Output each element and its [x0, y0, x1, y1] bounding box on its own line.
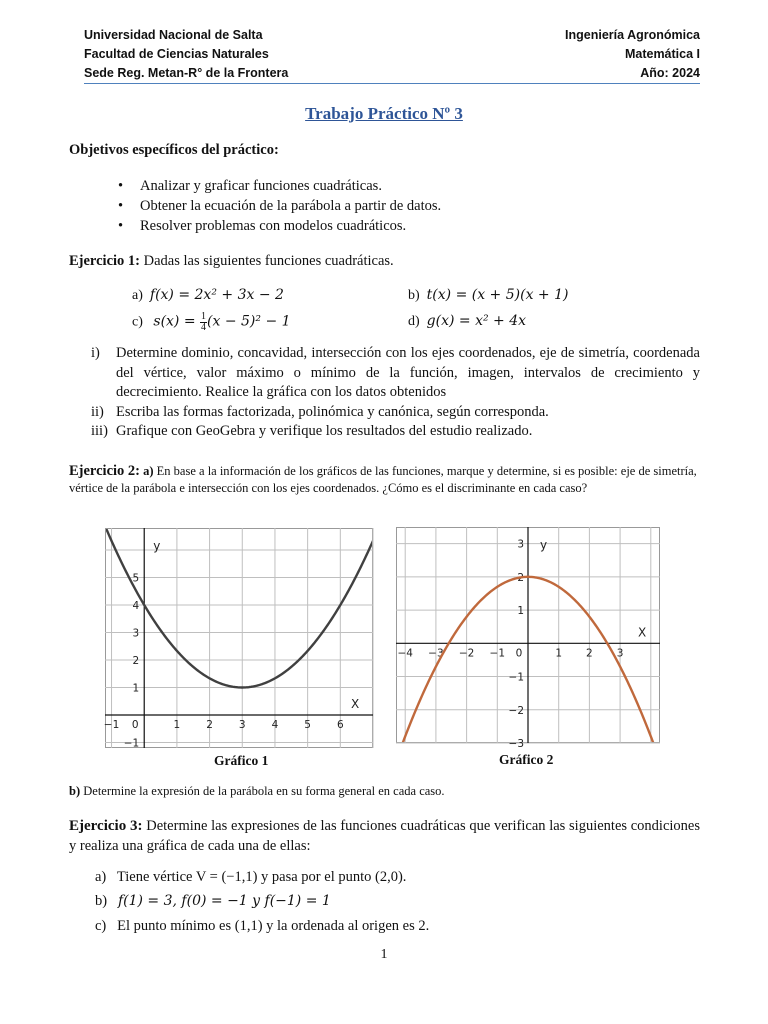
graph-2-label: Gráfico 2: [499, 752, 554, 767]
x-tick-label: 4: [271, 719, 279, 731]
y-tick-label: 2: [132, 655, 140, 667]
exercise-2-label: Ejercicio 2:: [69, 463, 140, 479]
y-axis-label: y: [153, 539, 161, 553]
function-d: d) g(x) = x² + 4x: [408, 313, 527, 329]
y-tick-label: −1: [123, 737, 140, 750]
function-a: a) f(x) = 2x² + 3x − 2: [132, 287, 284, 303]
subject-name: Matemática I: [624, 47, 700, 61]
exercise-3-text: Determine las expresiones de las funciones cuadráticas que verifican las siguientes condiciones y realiza una gráfica de cada una de ellas:: [69, 818, 700, 854]
campus-name: Sede Reg. Metan-R° de la Frontera: [84, 66, 289, 80]
x-axis-label: X: [351, 697, 360, 711]
x-tick-label: 5: [304, 719, 311, 731]
x-tick-label: −2: [458, 647, 475, 660]
x-tick-label: −1: [103, 719, 120, 731]
x-tick-label: −3: [428, 647, 444, 660]
exercise-2-part-b: b) Determine la expresión de la parábola en su forma general en cada caso.: [69, 784, 445, 798]
y-tick-label: 4: [132, 600, 140, 612]
function-c: c) s(x) = $\frac{1}{4}$ (x − 5)² − 1: [132, 311, 291, 333]
document-header: [84, 26, 700, 83]
x-tick-label: −1: [489, 647, 506, 660]
objective-item: • Analizar y graficar funciones cuadráticas.: [118, 176, 441, 196]
condition-item: a) Tiene vértice V = (−1,1) y pasa por el punto (2,0).: [95, 869, 407, 885]
part-a-label: a): [143, 464, 154, 478]
task-item: ii) Escriba las formas factorizada, polinómica y canónica, según corresponda.: [91, 403, 549, 420]
y-tick-label: 1: [132, 682, 140, 695]
page-number: 1: [380, 947, 388, 962]
y-tick-label: −1: [508, 671, 524, 684]
function-b: b) t(x) = (x + 5)(x + 1): [408, 287, 569, 303]
objective-item: • Obtener la ecuación de la parábola a partir de datos.: [118, 196, 441, 216]
x-tick-label: 0: [131, 719, 139, 731]
y-tick-label: −3: [508, 738, 524, 750]
year-label: Año: 2024: [640, 66, 700, 80]
exercise-1-tasks: [91, 344, 700, 442]
fraction: $\frac{1}{4}$: [201, 311, 207, 333]
y-axis-label: y: [540, 538, 548, 552]
y-tick-label: 3: [517, 538, 524, 551]
exercise-2-text: En base a la información de los gráficos de las funciones, marque y determine, si es posible: eje de simetría, vértice de la parábola e intersección con los ejes coordenados. ¿Cómo es el discriminante en cada caso?: [69, 464, 697, 495]
graph-2: [396, 527, 660, 750]
exercise-3-label: Ejercicio 3:: [69, 818, 143, 834]
x-tick-label: 3: [238, 719, 246, 731]
x-tick-label: 0: [515, 647, 523, 660]
exercise-1-text: Dadas las siguientes funciones cuadráticas.: [140, 253, 394, 269]
y-tick-label: 3: [132, 627, 140, 640]
x-tick-label: 2: [586, 647, 593, 660]
x-tick-label: 1: [173, 719, 181, 731]
faculty-name: Facultad de Ciencias Naturales: [84, 47, 269, 61]
x-tick-label: 2: [206, 719, 213, 731]
y-tick-label: −2: [508, 704, 524, 717]
career-name: Ingeniería Agronómica: [565, 28, 700, 42]
x-tick-label: 1: [555, 647, 563, 660]
condition-item: c) El punto mínimo es (1,1) y la ordenada al origen es 2.: [95, 918, 430, 934]
task-item: i) Determine dominio, concavidad, intersección con los ejes coordenados, eje de simetría, coordenada del vértice, valor máximo o mínimo de la función, imagen, intervalos de crecimiento y decrecimiento. Realice la gráfica con los datos obtenidos: [91, 345, 700, 400]
exercise-1-label: Ejercicio 1:: [69, 253, 140, 269]
header-divider: [84, 83, 700, 84]
y-tick-label: 2: [517, 571, 524, 584]
x-tick-label: −4: [397, 647, 413, 660]
x-tick-label: 3: [616, 647, 624, 660]
x-axis-label: X: [638, 625, 647, 640]
graph-1-label: Gráfico 1: [214, 753, 269, 768]
graph-1: [105, 528, 373, 748]
objectives-heading: Objetivos específicos del práctico:: [69, 142, 279, 158]
objectives-list: [118, 176, 441, 236]
page-title: Trabajo Práctico Nº 3: [305, 104, 463, 123]
task-item: iii) Grafique con GeoGebra y verifique los resultados del estudio realizado.: [91, 423, 533, 439]
exercise-2-intro: [69, 463, 703, 497]
x-tick-label: 6: [336, 719, 344, 731]
condition-item: b) f(1) = 3, f(0) = −1 y f(−1) = 1: [95, 893, 331, 909]
objective-item: • Resolver problemas con modelos cuadráticos.: [118, 216, 441, 236]
y-tick-label: 5: [132, 572, 140, 585]
exercise-3-intro: [69, 817, 700, 856]
exercise-1-intro: [69, 253, 394, 270]
university-name: Universidad Nacional de Salta: [84, 28, 263, 42]
y-tick-label: 1: [517, 605, 524, 618]
